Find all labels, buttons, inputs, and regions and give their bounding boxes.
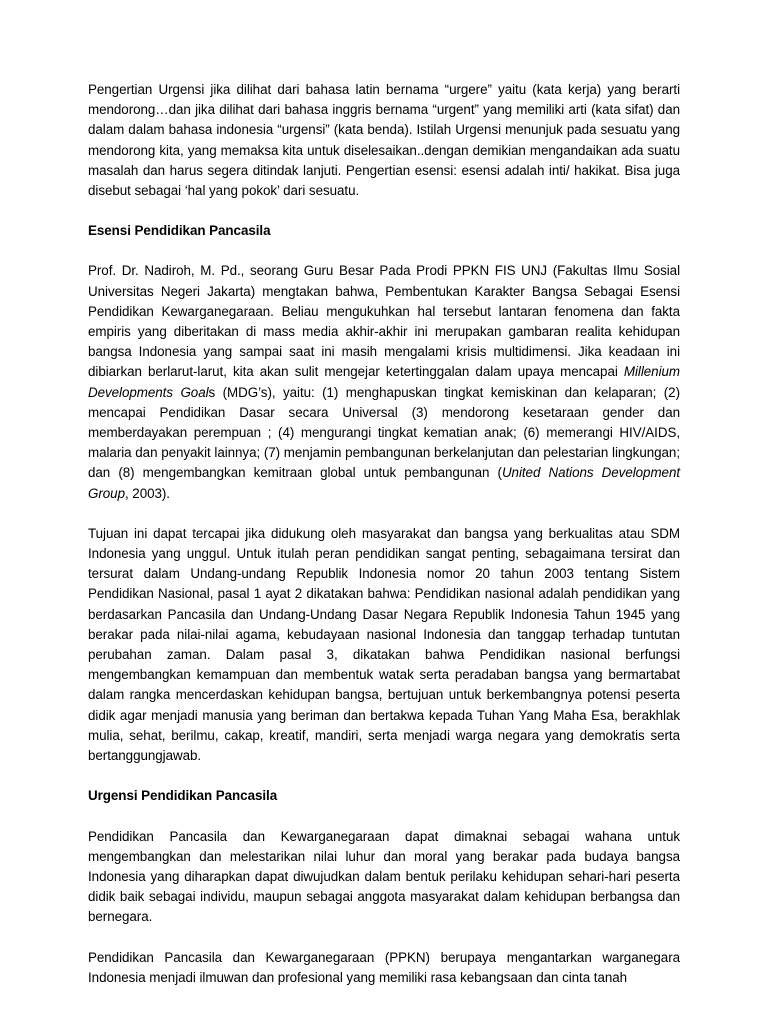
run-text: s (MDG’s), yaitu: (1) menghapuskan tingkat kemiskinan dan kelaparan; (2) mencapai Pendidikan Dasar secara Universal (3) mendorong kesetaraan gender dan memberdayakan perempuan ; (4) mengurangi tingkat kematian anak; (6) memerangi HIV/AIDS, malaria dan penyakit lainnya; (7) menjamin pembangunan berkelanjutan dan pelestarian lingkungan; dan (8) mengembangkan kemitraan global untuk pembangunan ( bbox=[88, 384, 680, 481]
paragraph-wahana-nilai-luhur: Pendidikan Pancasila dan Kewarganegaraan dapat dimaknai sebagai wahana untuk mengembangkan dan melestarikan nilai luhur dan moral yang berakar pada budaya bangsa Indonesia yang diharapkan dapat diwujudkan dalam bentuk perilaku kehidupan sehari-hari peserta didik baik sebagai individu, maupun sebagai anggota masyarakat dalam kehidupan berbangsa dan bernegara. bbox=[88, 828, 680, 925]
document-body bbox=[88, 80, 680, 988]
heading-esensi-pendidikan-pancasila: Esensi Pendidikan Pancasila bbox=[88, 223, 271, 239]
heading-urgensi-pendidikan-pancasila: Urgensi Pendidikan Pancasila bbox=[88, 788, 278, 804]
paragraph-ppkn-warganegara: Pendidikan Pancasila dan Kewarganegaraan (PPKN) berupaya mengantarkan warganegara Indonesia menjadi ilmuwan dan profesional yang memiliki rasa kebangsaan dan cinta tanah bbox=[88, 949, 680, 985]
paragraph-nadiroh bbox=[88, 261, 680, 503]
run-italic-mdg-title: Millenium Developments Goal bbox=[88, 364, 680, 400]
run-italic-undg-title: United Nations Development Group bbox=[88, 465, 681, 501]
paragraph-tujuan-sdm: Tujuan ini dapat tercapai jika didukung oleh masyarakat dan bangsa yang berkualitas atau SDM Indonesia yang unggul. Untuk itulah peran pendidikan sangat penting, sebagaimana tersirat dan tersurat dalam Undang-undang Republik Indonesia nomor 20 tahun 2003 tentang Sistem Pendidikan Nasional, pasal 1 ayat 2 dikatakan bahwa: Pendidikan nasional adalah pendidikan yang berdasarkan Pancasila dan Undang-Undang Dasar Negara Republik Indonesia Tahun 1945 yang berakar pada nilai-nilai agama, kebudayaan nasional Indonesia dan tanggap terhadap tuntutan perubahan zaman. Dalam pasal 3, dikatakan bahwa Pendidikan nasional berfungsi mengembangkan kemampuan dan membentuk watak serta peradaban bangsa yang bermartabat dalam rangka mencerdaskan kehidupan bangsa, bertujuan untuk berkembangnya potensi peserta didik agar menjadi manusia yang beriman dan bertakwa kepada Tuhan Yang Maha Esa, berakhlak mulia, sehat, berilmu, cakap, kreatif, mandiri, serta menjadi warga negara yang demokratis serta bertanggungjawab. bbox=[88, 525, 680, 764]
paragraph-urgensi-definition: Pengertian Urgensi jika dilihat dari bahasa latin bernama “urgere” yaitu (kata kerja) yang berarti mendorong…dan jika dilihat dari bahasa inggris bernama “urgent” yang memiliki arti (kata sifat) dan dalam dalam bahasa indonesia “urgensi” (kata benda). Istilah Urgensi menunjuk pada sesuatu yang mendorong kita, yang memaksa kita untuk diselesaikan..dengan demikian mengandaikan ada suatu masalah dan harus segera ditindak lanjuti. Pengertian esensi: esensi adalah inti/ hakikat. Bisa juga disebut sebagai ‘hal yang pokok’ dari sesuatu. bbox=[88, 82, 680, 199]
run-text: , 2003). bbox=[124, 485, 170, 501]
run-text: Prof. Dr. Nadiroh, M. Pd., seorang Guru Besar Pada Prodi PPKN FIS UNJ (Fakultas Ilmu Sosial Universitas Negeri Jakarta) mengtakan bahwa, Pembentukan Karakter Bangsa Sebagai Esensi Pendidikan Kewarganegaraan. Beliau mengukuhkan hal tersebut lantaran fenomena dan fakta empiris yang diberitakan di mass media akhir-akhir ini merupakan gambaran realita kehidupan bangsa Indonesia yang sampai saat ini masih mengalami krisis multidimensi. Jika keadaan ini dibiarkan berlarut-larut, kita akan sulit mengejar ketertinggalan dalam upaya mencapai bbox=[88, 263, 680, 380]
